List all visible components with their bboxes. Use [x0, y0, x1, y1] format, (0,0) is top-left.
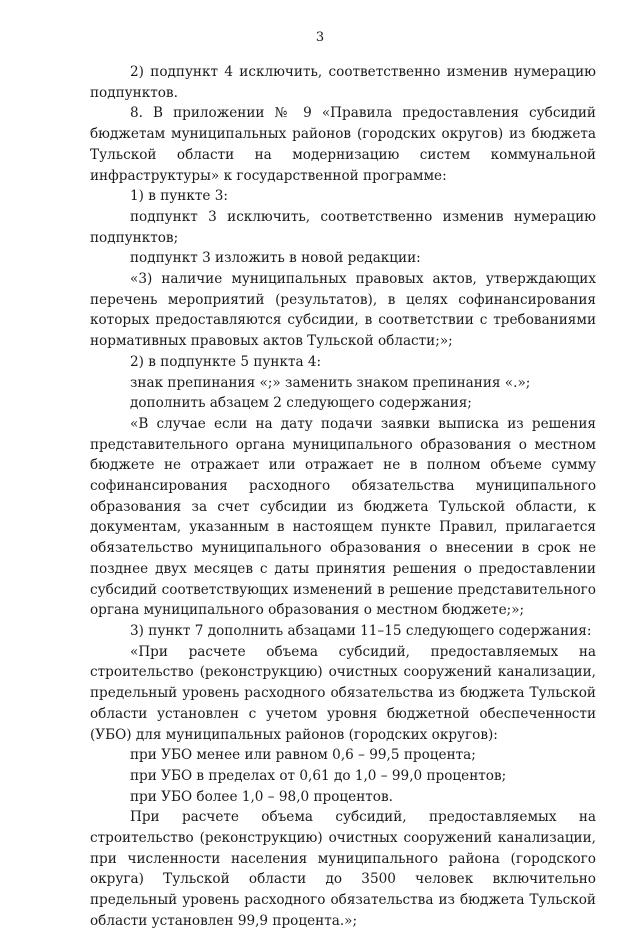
- paragraph-subitem-3-delete: подпункт 3 исключить, соответственно изменив нумерацию подпунктов;: [90, 208, 596, 246]
- paragraph-subitem-5-point-4: 2) в подпункте 5 пункта 4:: [130, 353, 322, 370]
- paragraph-quote-population-3500: При расчете объема субсидий, предоставляемых на строительство (реконструкцию) очистных сооружений канализации, при численности населения муниципального района (городского округа) Тульской области до 3500 человек включительно предельный уровень расходного обязательства из бюджета Тульской области установлен 99,9 процента.»;: [90, 809, 596, 929]
- paragraph-appendix-9-heading: 8. В приложении № 9 «Правила предоставления субсидий бюджетам муниципальных районов (городских округов) из бюджета Тульской области на модернизацию систем коммунальной инфраструктуры» к государственной программе:: [90, 105, 596, 184]
- paragraph-punctuation-change: знак препинания «;» заменить знаком препинания «.»;: [130, 374, 531, 391]
- list-item-ubo-mid: при УБО в пределах от 0,61 до 1,0 – 99,0 процентов;: [130, 767, 507, 784]
- paragraph-quote-municipal-acts: «3) наличие муниципальных правовых актов, утверждающих перечень мероприятий (результатов), в целях софинансирования которых предоставляются субсидии, в соответствии с требованиями нормативных правовых актов Тульской области;»;: [90, 271, 596, 350]
- document-body: [90, 62, 596, 932]
- paragraph-subitem-3-new-edition: подпункт 3 изложить в новой редакции:: [130, 250, 421, 267]
- list-item-ubo-high: при УБО более 1,0 – 98,0 процентов.: [130, 788, 393, 805]
- paragraph-add-clause-2: дополнить абзацем 2 следующего содержания;: [130, 395, 472, 412]
- paragraph-point-7-additions: 3) пункт 7 дополнить абзацами 11–15 следующего содержания:: [130, 622, 592, 639]
- paragraph-point-3: 1) в пункте 3:: [130, 188, 228, 205]
- paragraph-subitem-2-delete: 2) подпункт 4 исключить, соответственно изменив нумерацию подпунктов.: [90, 64, 596, 101]
- list-item-ubo-low: при УБО менее или равном 0,6 – 99,5 процента;: [130, 747, 476, 764]
- paragraph-quote-subsidy-calculation: «При расчете объема субсидий, предоставляемых на строительство (реконструкцию) очистных сооружений канализации, предельный уровень расходного обязательства из бюджета Тульской области установлен с учетом уровня бюджетной обеспеченности (УБО) для муниципальных районов (городских округов):: [90, 643, 596, 743]
- paragraph-quote-application-statement: «В случае если на дату подачи заявки выписка из решения представительного органа муниципального образования о местном бюджете не отражает или отражает не в полном объеме сумму софинансирования расходного обязательства муниципального образования за счет субсидии из бюджета Тульской области, к документам, указанным в настоящем пункте Правил, прилагается обязательство муниципального образования о внесении в срок не позднее двух месяцев с даты принятия решения о предоставлении субсидий соответствующих изменений в решение представительного органа муниципального образования о местном бюджете;»;: [90, 415, 596, 619]
- page-number: 3: [315, 30, 325, 45]
